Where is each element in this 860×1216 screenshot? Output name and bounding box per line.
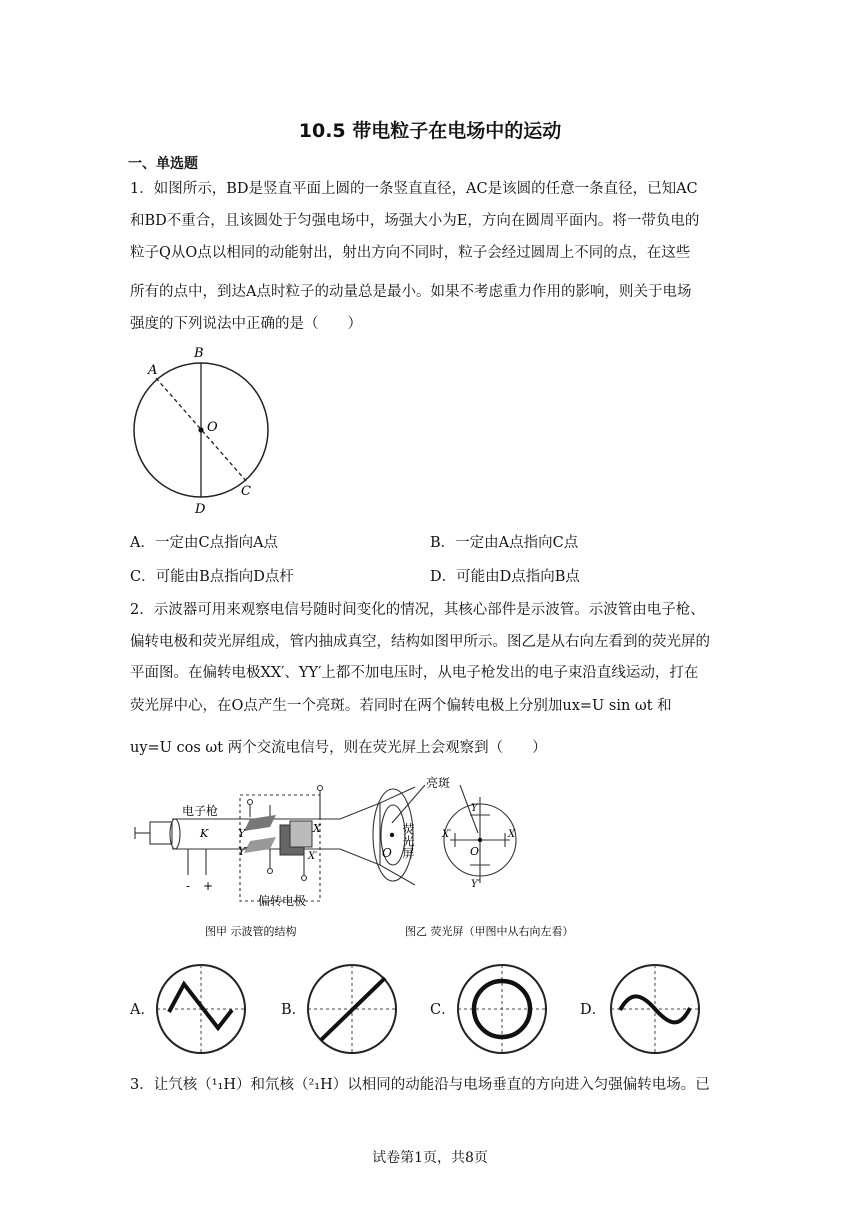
- q1-option-b: B．一定由A点指向C点: [430, 535, 579, 551]
- q1-line-1: 1．如图所示，BD是竖直平面上圆的一条竖直直径，AC是该圆的任意一条直径，已知AC: [130, 181, 698, 197]
- label-a: A: [148, 363, 158, 378]
- q1-line-2: 和BD不重合，且该圆处于匀强电场中，场强大小为E，方向在圆周平面内。将一带负电的: [130, 213, 700, 229]
- right-y-label: Y: [471, 803, 478, 814]
- oscilloscope-tube-figure: [130, 775, 730, 945]
- q3-line-1: 3．让氕核（¹₁H）和氘核（²₁H）以相同的动能沿与电场垂直的方向进入匀强偏转电场。已: [130, 1077, 710, 1093]
- q2-line-2: 偏转电极和荧光屏组成，管内抽成真空，结构如图甲所示。图乙是从右向左看到的荧光屏的: [130, 634, 710, 650]
- q1-option-d: D．可能由D点指向B点: [430, 569, 580, 585]
- q2-option-c-screen: [455, 962, 549, 1056]
- q1-line-3: 粒子Q从O点以相同的动能射出，射出方向不同时，粒子会经过圆周上不同的点，在这些: [130, 245, 691, 261]
- q2-line-4: 荧光屏中心，在O点产生一个亮斑。若同时在两个偏转电极上分别加ux=U sin ωt 和: [130, 698, 672, 714]
- y-prime-plate-label: Y′: [238, 845, 248, 858]
- label-d: D: [195, 502, 206, 517]
- screen-center-label: O: [382, 846, 392, 860]
- x-plate-label: X: [313, 822, 321, 835]
- spot-label: 亮斑: [426, 776, 451, 790]
- right-x-label: X: [508, 829, 516, 840]
- electrode-label: 偏转电极: [258, 894, 307, 908]
- plus-label: +: [203, 879, 214, 893]
- page-footer: 试卷第1页，共8页: [372, 1150, 488, 1166]
- q2-option-d-screen: [608, 962, 702, 1056]
- q2-option-c-label: C．: [430, 1002, 456, 1018]
- q2-line-5: uy=U cos ωt 两个交流电信号，则在荧光屏上会观察到（ ）: [130, 740, 547, 756]
- q1-option-a: A．一定由C点指向A点: [130, 535, 279, 551]
- minus-label: -: [186, 879, 191, 893]
- caption-right: 图乙 荧光屏（甲图中从右向左看）: [405, 925, 574, 938]
- q1-line-5: 强度的下列说法中正确的是（ ）: [130, 316, 362, 332]
- caption-left: 图甲 示波管的结构: [205, 925, 297, 938]
- y-plate-label: Y: [238, 827, 246, 840]
- right-x-prime-label: X′: [442, 829, 452, 840]
- x-prime-plate-label: X′: [308, 851, 318, 862]
- q2-option-b-label: B．: [281, 1002, 307, 1018]
- q1-option-c: C．可能由B点指向D点杆: [130, 569, 294, 585]
- q1-circle-figure: [125, 340, 285, 518]
- label-c: C: [241, 484, 251, 499]
- q2-line-1: 2．示波器可用来观察电信号随时间变化的情况，其核心部件是示波管。示波管由电子枪、: [130, 602, 705, 618]
- q2-option-a-screen: [154, 962, 248, 1056]
- gun-label: 电子枪: [182, 804, 219, 818]
- q2-option-d-label: D．: [580, 1002, 607, 1018]
- q2-option-b-screen: [305, 962, 399, 1056]
- q2-line-3: 平面图。在偏转电极XX′、YY′上都不加电压时，从电子枪发出的电子束沿直线运动，打在: [130, 665, 699, 681]
- q2-option-a-label: A．: [130, 1002, 155, 1018]
- label-b: B: [194, 346, 204, 361]
- page-title: 10.5 带电粒子在电场中的运动: [298, 120, 562, 142]
- screen-label: 荧光屏: [401, 823, 415, 859]
- right-y-prime-label: Y′: [471, 879, 480, 890]
- label-o: O: [207, 420, 218, 435]
- right-o-label: O: [470, 845, 480, 858]
- k-label: K: [200, 827, 209, 840]
- section-heading: 一、单选题: [128, 156, 198, 172]
- center-point: [198, 427, 203, 432]
- q1-line-4: 所有的点中，到达A点时粒子的动量总是最小。如果不考虑重力作用的影响，则关于电场: [130, 284, 692, 300]
